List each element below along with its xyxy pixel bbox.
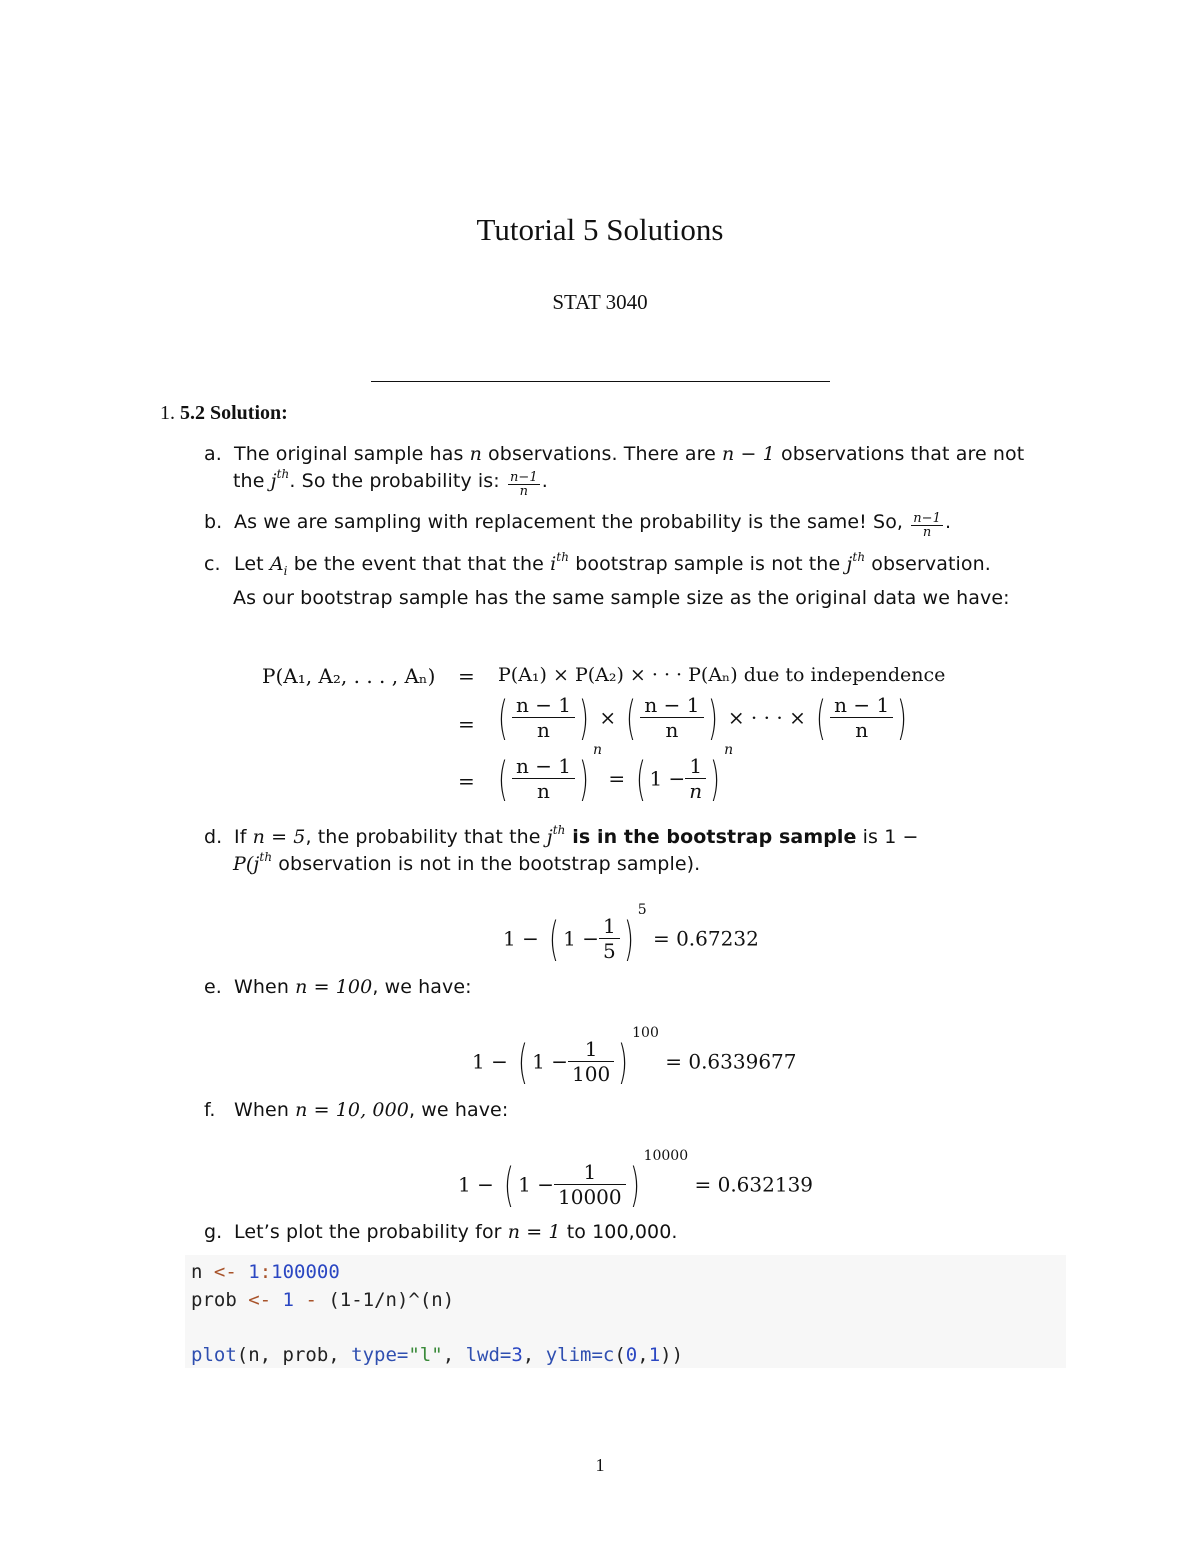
code-token: type= — [351, 1343, 409, 1366]
equation-rhs2: ( $\frac{n - 1}{n}$ ) × ( $\frac{n - 1}{n}$ ) × · · · × ( $\frac{n - 1}{n}$ ) — [498, 690, 908, 745]
one-minus: 1 − — [649, 766, 686, 791]
code-token: )) — [660, 1343, 684, 1366]
math-var: j — [546, 826, 553, 848]
part-f — [204, 1097, 1064, 1124]
math-expr: n = 10, 000 — [295, 1099, 409, 1121]
part-label: e. — [204, 976, 222, 998]
equation-d: 1 − ( 1 − $\frac{1}{5}$ )$^5$ = 0.67232 — [503, 902, 759, 966]
part-label: b. — [204, 511, 223, 533]
superscript: th — [276, 467, 290, 481]
numerator: n − 1 — [512, 754, 575, 779]
code-token: 1 — [248, 1261, 260, 1283]
superscript: th — [552, 823, 566, 837]
part-e — [204, 974, 1064, 1001]
code-token: 100000 — [271, 1261, 340, 1283]
text: When — [234, 1099, 296, 1121]
equation-e: 1 − ( 1 − $\frac{1}{100}$ )$^{100}$ = 0.6339677 — [472, 1025, 797, 1089]
code-block — [185, 1255, 1066, 1368]
times-dots: × · · · × — [727, 705, 806, 730]
result: = 0.6339677 — [665, 1049, 797, 1074]
superscript: th — [852, 550, 866, 564]
exponent: 5 — [637, 902, 647, 918]
code-token: ylim= — [545, 1343, 603, 1366]
part-label: d. — [204, 826, 223, 848]
math-expr: P( — [233, 853, 254, 875]
text: observation is not in the bootstrap sample). — [272, 853, 701, 875]
bold-text: is in the bootstrap sample — [565, 826, 857, 848]
result: = 0.67232 — [652, 926, 759, 951]
superscript: th — [259, 850, 273, 864]
code-token: , — [637, 1343, 649, 1366]
denominator: n — [537, 779, 550, 803]
equals: = — [608, 766, 626, 791]
one-minus: 1 − — [532, 1049, 568, 1074]
page-number: 1 — [595, 1455, 605, 1475]
exponent: n — [592, 742, 603, 758]
part-b — [204, 509, 1064, 539]
numerator: n−1 — [509, 470, 538, 485]
code-token: prob — [191, 1288, 249, 1311]
inline-fraction — [508, 471, 540, 498]
code-token: - — [305, 1288, 317, 1311]
part-a — [204, 441, 1064, 498]
math-var: n — [469, 443, 482, 465]
text: Let — [234, 553, 270, 575]
code-token: , — [442, 1343, 466, 1366]
code-token: 1 — [282, 1288, 294, 1311]
exponent: n — [724, 742, 734, 758]
code-line-1 — [191, 1261, 340, 1283]
code-token: lwd= — [465, 1343, 512, 1366]
one-minus: 1 − — [472, 1049, 508, 1074]
text: observations that are not — [774, 443, 1025, 465]
text: . — [945, 511, 952, 533]
text: , we have: — [408, 1099, 509, 1121]
text: bootstrap sample is not the — [569, 553, 847, 575]
code-token — [271, 1289, 282, 1311]
text: Let’s plot the probability for — [234, 1221, 508, 1243]
math-var: j — [270, 470, 277, 492]
equation-eq: = — [458, 664, 475, 688]
numerator: 1 — [685, 754, 706, 779]
result: = 0.632139 — [694, 1172, 814, 1197]
part-label: g. — [204, 1221, 223, 1243]
times: × — [599, 705, 617, 730]
text: , we have: — [372, 976, 472, 998]
denominator: n — [855, 718, 869, 742]
document-title: Tutorial 5 Solutions — [476, 212, 724, 247]
text: If — [234, 826, 253, 848]
section-number: 1. — [160, 402, 175, 424]
course-code: STAT 3040 — [552, 290, 648, 314]
code-token: (n, prob, — [236, 1343, 352, 1366]
text: , the probability that the — [305, 826, 547, 848]
numerator: n − 1 — [512, 693, 575, 718]
continuation — [204, 851, 1064, 878]
text: is 1 − — [856, 826, 919, 848]
part-c — [204, 551, 1064, 612]
code-token: n — [191, 1261, 214, 1283]
code-token — [237, 1261, 248, 1283]
code-token: , — [522, 1343, 546, 1366]
math-var: j — [253, 853, 260, 875]
denominator: n — [665, 718, 679, 742]
text: be the event that that the — [287, 553, 551, 575]
text: the — [233, 470, 271, 492]
text: observation. — [865, 553, 991, 575]
code-token: c — [602, 1343, 615, 1366]
part-g — [204, 1219, 1064, 1246]
math-expr: n = 1 — [507, 1221, 561, 1243]
denominator: n — [689, 779, 703, 803]
exponent: 100 — [632, 1025, 659, 1041]
one-minus: 1 − — [518, 1172, 554, 1197]
section-title: 5.2 Solution: — [180, 402, 288, 424]
numerator: n − 1 — [640, 693, 703, 718]
continuation: As our bootstrap sample has the same sample size as the original data we have: — [233, 586, 1010, 609]
part-label: c. — [204, 553, 221, 575]
inline-fraction — [911, 512, 943, 539]
text: The original sample has — [234, 443, 470, 465]
code-token — [294, 1289, 305, 1311]
one-minus: 1 − — [563, 926, 599, 951]
equation-eq: = — [458, 712, 475, 736]
text: . So the probability is: — [289, 470, 506, 492]
math-var: i — [550, 553, 557, 575]
math-expr: n − 1 — [722, 443, 775, 465]
code-token: (1-1/n)^(n) — [316, 1288, 455, 1311]
text: When — [234, 976, 296, 998]
one-minus: 1 − — [503, 926, 539, 951]
math-expr: n = 100 — [295, 976, 373, 998]
denominator: n — [537, 718, 550, 742]
denominator: 100 — [572, 1062, 611, 1086]
equation-eq: = — [458, 769, 475, 793]
title-rule — [371, 381, 830, 382]
text: to 100,000. — [560, 1221, 678, 1243]
equation-lhs: P(A₁, A₂, . . . , Aₙ) — [262, 664, 436, 688]
code-token: plot — [191, 1343, 237, 1366]
equation-rhs3: ( $\frac{n - 1}{n}$ )$^n$ = ( 1 − $\frac{1}{n}$ )$^n$ — [498, 742, 734, 806]
numerator: 1 — [568, 1037, 614, 1062]
part-label: a. — [204, 443, 222, 465]
denominator: 5 — [603, 939, 616, 963]
code-token: <- — [248, 1288, 272, 1311]
denominator: n — [519, 484, 529, 499]
text: . — [541, 470, 548, 492]
code-token: <- — [213, 1261, 237, 1283]
exponent: 10000 — [643, 1148, 689, 1164]
code-token: ( — [614, 1343, 626, 1366]
denominator: 10000 — [558, 1185, 622, 1209]
numerator: n − 1 — [830, 693, 893, 718]
one-minus: 1 − — [458, 1172, 494, 1197]
math-expr: n = 5 — [252, 826, 306, 848]
numerator: 1 — [599, 914, 620, 939]
superscript: th — [556, 550, 570, 564]
code-line-2 — [191, 1289, 454, 1311]
math-var: j — [846, 553, 853, 575]
part-d — [204, 824, 1064, 878]
code-token: 3 — [511, 1343, 523, 1366]
section-heading — [160, 402, 288, 425]
numerator: n−1 — [913, 511, 942, 526]
equation-f: 1 − ( 1 − $\frac{1}{10000}$ )$^{10000}$ = 0.632139 — [458, 1148, 814, 1212]
code-token: 1 — [648, 1343, 661, 1366]
text: observations. There are — [481, 443, 723, 465]
denominator: n — [922, 525, 932, 540]
subscript: i — [283, 563, 288, 578]
continuation — [204, 468, 1064, 498]
equation-rhs1: P(A₁) × P(A₂) × · · · P(Aₙ) due to independence — [498, 664, 946, 686]
code-token: "l" — [408, 1343, 443, 1366]
code-token: : — [259, 1261, 272, 1283]
text: As we are sampling with replacement the probability is the same! So, — [234, 511, 910, 533]
math-var: A — [269, 553, 284, 575]
numerator: 1 — [554, 1160, 626, 1185]
part-label: f. — [204, 1099, 216, 1121]
code-line-3 — [191, 1344, 683, 1366]
code-token: 0 — [625, 1343, 638, 1366]
